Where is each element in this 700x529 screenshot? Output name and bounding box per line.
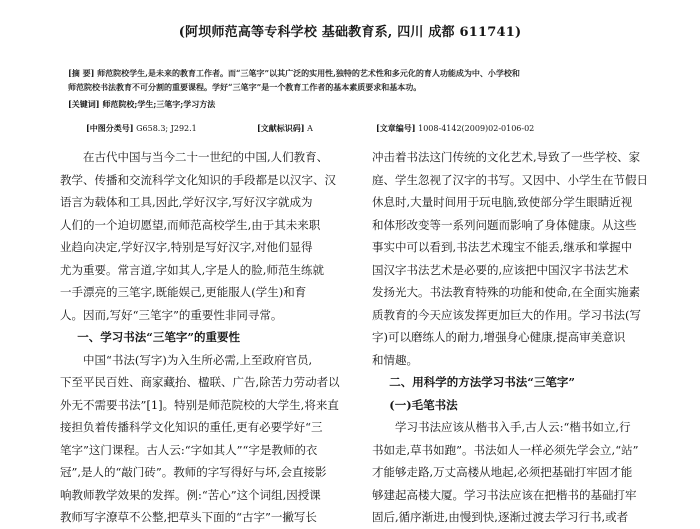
right-column-text-line: 固后,循序渐进,由慢到快,逐渐过渡去学习行书,或者: [372, 510, 629, 524]
right-column-text-line: 庭、学生忽视了汉字的书写。又因中、小学生在节假日: [372, 172, 648, 187]
left-column-text-line: 在古代中国与当今二十一世纪的中国,人们教育、: [83, 150, 329, 164]
left-column-text-line: 语言为载体和工具,因此,学好汉字,写好汉字就成为: [60, 195, 313, 209]
left-column-text-line: 一手漂亮的三笔字,既能娱己,更能服人(学生)和育: [60, 285, 307, 299]
clc-value: G658.3; J292.1: [136, 124, 197, 133]
left-column-text-line: 外无不需要书法”[1]。特别是师范院校的大学生,将来直: [60, 397, 339, 412]
left-column-text-line: 接担负着传播科学文化知识的重任,更有必要学好“三: [60, 420, 323, 434]
keywords-label: [关键词]: [68, 99, 100, 109]
author-affiliation: (阿坝师范高等专科学校 基础教育系, 四川 成都 611741): [178, 25, 522, 40]
left-column-text-line: 笔字”这门课程。古人云:“字如其人”“字是教师的衣: [60, 442, 318, 457]
right-column-text-line: 够建起高楼大厦。学习书法应该在把楷书的基础打牢: [372, 487, 637, 502]
right-column-text-line: 发扬光大。书法教育特殊的功能和使命,在全面实施素: [372, 285, 641, 299]
abstract-text-1: 师范院校学生,是未来的教育工作者。而“三笔字”以其广泛的实用性,独特的艺术性和多元化的育人功能成为中、小学校和: [97, 68, 520, 78]
left-column-heading: 一、学习书法“三笔字”的重要性: [77, 330, 240, 344]
abstract-line-2: [68, 80, 680, 94]
clc-number: [86, 123, 197, 134]
document-code: [257, 123, 313, 134]
left-column-text-line: 人。因而,写好“三笔字”的重要性非同寻常。: [60, 307, 283, 322]
document-code-label: [文献标识码]: [257, 123, 305, 133]
clc-label: [中图分类号]: [86, 123, 134, 133]
left-column-text-line: 业趋向决定,学好汉字,特别是写好汉字,对他们显得: [60, 240, 313, 254]
right-column: [372, 146, 672, 529]
right-column-text-line: 才能够走路,万丈高楼从地起,必须把基础打牢固才能: [372, 465, 633, 479]
right-column-text-line: 冲击着书法这门传统的文化艺术,导致了一些学校、家: [372, 150, 641, 164]
left-column-text-line: 教学、传播和交流科学文化知识的手段都是以汉字、汉: [60, 172, 336, 187]
keywords: [68, 99, 215, 110]
right-column-text-line: 国汉字书法艺术是必要的,应该把中国汉字书法艺术: [372, 262, 629, 277]
right-column-heading: 二、用科学的方法学习书法“三笔字”: [389, 375, 575, 389]
right-column-text-line: 事实中可以看到,书法艺术瑰宝不能丢,继承和掌握中: [372, 240, 633, 254]
left-column-text-line: 教师写字潦草不公整,把草头下面的“古字”一撇写长: [60, 510, 317, 524]
right-column-heading: (一)毛笔书法: [389, 397, 458, 412]
left-column: [60, 146, 360, 529]
right-column-text-line: 和情趣。: [372, 352, 418, 367]
left-column-text-line: 冠”,是人的“敲门砖”。教师的字写得好与坏,会直接影: [60, 465, 327, 479]
abstract: [68, 66, 680, 94]
right-column-text-line: 书如走,草书如跑”。书法如人一样必须先学会立,“站”: [372, 442, 639, 457]
right-column-text-line: 字)可以磨练人的耐力,增强身心健康,提高审美意识: [372, 330, 626, 344]
left-column-text-line: 尤为重要。常言道,字如其人,字是人的脸,师范生练就: [60, 262, 324, 277]
article-number-label: [文章编号]: [376, 123, 416, 133]
right-column-text-line: 质教育的今天应该发挥更加巨大的作用。学习书法(写: [372, 307, 641, 322]
article-number: [376, 123, 534, 134]
right-column-text-line: 休息时,大量时间用于玩电脑,致使部分学生眼睛近视: [372, 195, 633, 209]
left-column-text-line: 中国“书法(写字)为入生所必需,上至政府官员,: [83, 352, 313, 367]
right-column-text-line: 和体形改变等一系列问题而影响了身体健康。从这些: [372, 217, 637, 232]
abstract-label: [摘 要]: [68, 68, 95, 78]
abstract-text-2: 师范院校书法教育不可分割的重要课程。学好“三笔字”是一个教育工作者的基本素质要求和基本功。: [68, 82, 422, 92]
right-column-text-line: 学习书法应该从楷书入手,古人云:“楷书如立,行: [395, 420, 631, 434]
left-column-text-line: 响教师教学效果的发挥。例:“苦心”这个词组,因授课: [60, 487, 321, 502]
document-code-value: A: [307, 124, 313, 133]
keywords-text: 师范院校;学生;三笔字;学习方法: [102, 99, 216, 109]
abstract-line-1: [68, 66, 680, 80]
article-number-value: 1008-4142(2009)02-0106-02: [418, 124, 535, 133]
left-column-text-line: 下至平民百姓、商家藏抬、楹联、广告,除苦力劳动者以: [60, 375, 340, 389]
left-column-text-line: 人们的一个迫切愿望,而师范高校学生,由于其未来职: [60, 217, 321, 232]
